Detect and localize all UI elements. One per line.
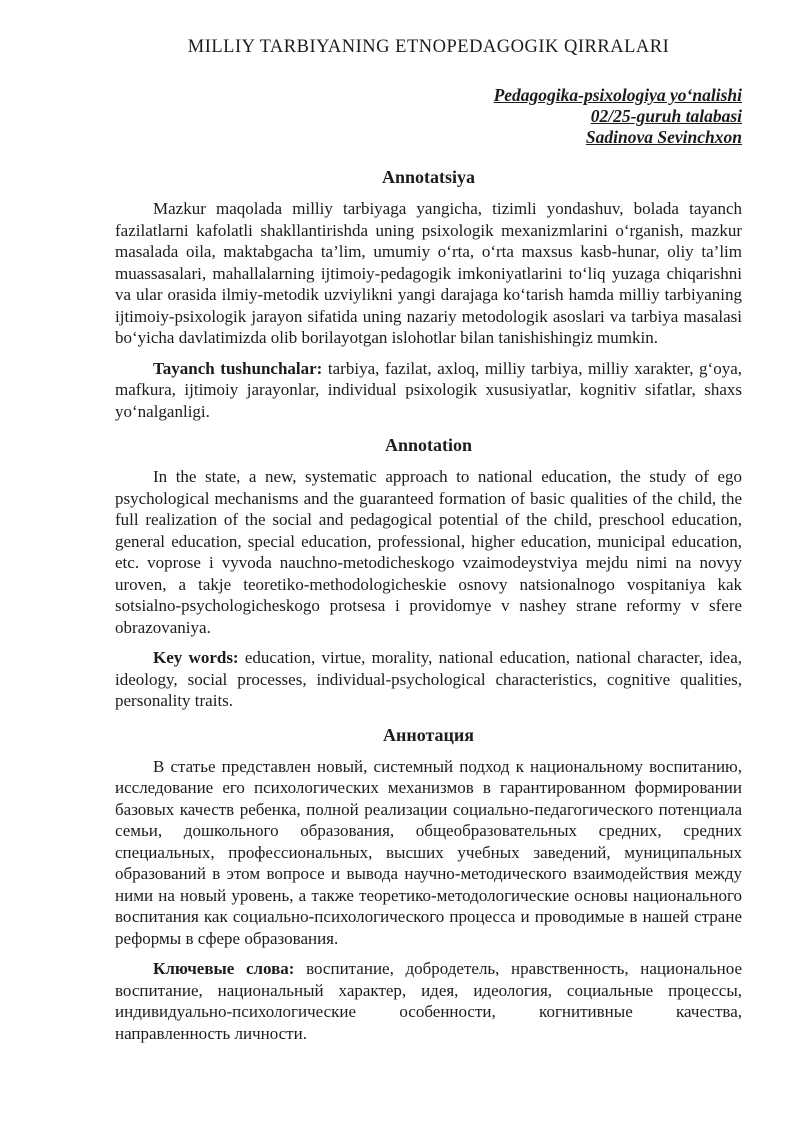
heading-annotation-ru: Аннотация xyxy=(382,724,475,745)
page-title: MILLIY TARBIYANING ETNOPEDAGOGIK QIRRALARI xyxy=(187,37,670,57)
keywords-paragraph-ru xyxy=(115,958,742,1044)
author-group-line: 02/25-guruh talabasi xyxy=(590,106,742,126)
author-direction-line: Pedagogika-psixologiya yo‘nalishi xyxy=(493,85,742,105)
keywords-paragraph-uz xyxy=(115,358,742,423)
author-block xyxy=(115,85,742,148)
heading-annotation-en: Annotation xyxy=(384,435,473,455)
keywords-text-en: education, virtue, morality, national education, national character, idea, ideology, social processes, individual-psychological characteristics, cognitive qualities, personality traits. xyxy=(115,648,742,710)
heading-annotatsiya-uz: Annotatsiya xyxy=(381,167,475,187)
keywords-label-ru: Ключевые слова: xyxy=(153,959,295,978)
abstract-paragraph-ru: В статье представлен новый, системный подход к национальному воспитанию, исследование его психологических механизмов в гарантированном формировании базовых качеств ребенка, полной реализации социально-педагогического потенциала семьи, дошкольного образования, общеобразовательных средних, средних специальных, профессиональных, высших учебных заведений, муниципальных образований в этом вопросе и вывода научно-методического взаимодействия между ними на новый уровень, а также теоретико-методологические основы национального воспитания как социально-психологического процесса и проводимые в нашей стране реформы в сфере образования. xyxy=(115,756,742,948)
author-name-line: Sadinova Sevinchxon xyxy=(585,127,742,147)
keywords-text-uz: tarbiya, fazilat, axloq, milliy tarbiya, milliy xarakter, g‘oya, mafkura, ijtimoiy jarayonlar, individual psixologik xususiyatlar, kognitiv sifatlar, shaxs yo‘nalganligi. xyxy=(115,358,742,421)
abstract-paragraph-uz: Mazkur maqolada milliy tarbiyaga yangicha, tizimli yondashuv, bolada tayanch fazilatlarni kafolatli shakllantirishda uning psixologik mexanizmlarini o‘rganish, mazkur masalada oila, maktabgacha ta’lim, umumiy o‘rta, o‘rta maxsus kasb-hunar, oliy ta’lim muassasalari, mahallalarning ijtimoiy-pedagogik imkoniyatlarini to‘liq yuzaga chiqarishni va ular orasida ilmiy-metodik uzviylikni yangi darajaga ko‘tarish hamda milliy tarbiyaning ijtimoiy-psixologik jarayon sifatida uning nazariy metodologik asoslari va tarbiya masalasi bo‘yicha davlatimizda olib borilayotgan islohotlar bilan tanishishingiz mumkin. xyxy=(115,199,742,347)
keywords-text-ru: воспитание, добродетель, нравственность, национальное воспитание, национальный характер, идея, идеология, социальные процессы, индивидуально-психологические особенности, когнитивные качества, направленность личности. xyxy=(115,959,743,1043)
keywords-label-uz: Tayanch tushunchalar: xyxy=(153,358,323,378)
keywords-label-en: Key words: xyxy=(153,648,239,667)
abstract-paragraph-en: In the state, a new, systematic approach to national education, the study of ego psychological mechanisms and the guaranteed formation of basic qualities of the child, the full realization of the social and pedagogical potential of the child, preschool education, general education, special education, professional, higher education, municipal education, etc. voprose i vyvoda nauchno-metodicheskogo vzaimodeystviya mejdu nimi na novyy uroven, a takje teoretiko-methodologicheskie osnovy natsionalnogo vospitaniya kak sotsialno-psychologicheskogo protsesa i providomye v nashey strane reformy v sfere obrazovaniya. xyxy=(115,467,742,637)
keywords-paragraph-en xyxy=(115,647,742,712)
